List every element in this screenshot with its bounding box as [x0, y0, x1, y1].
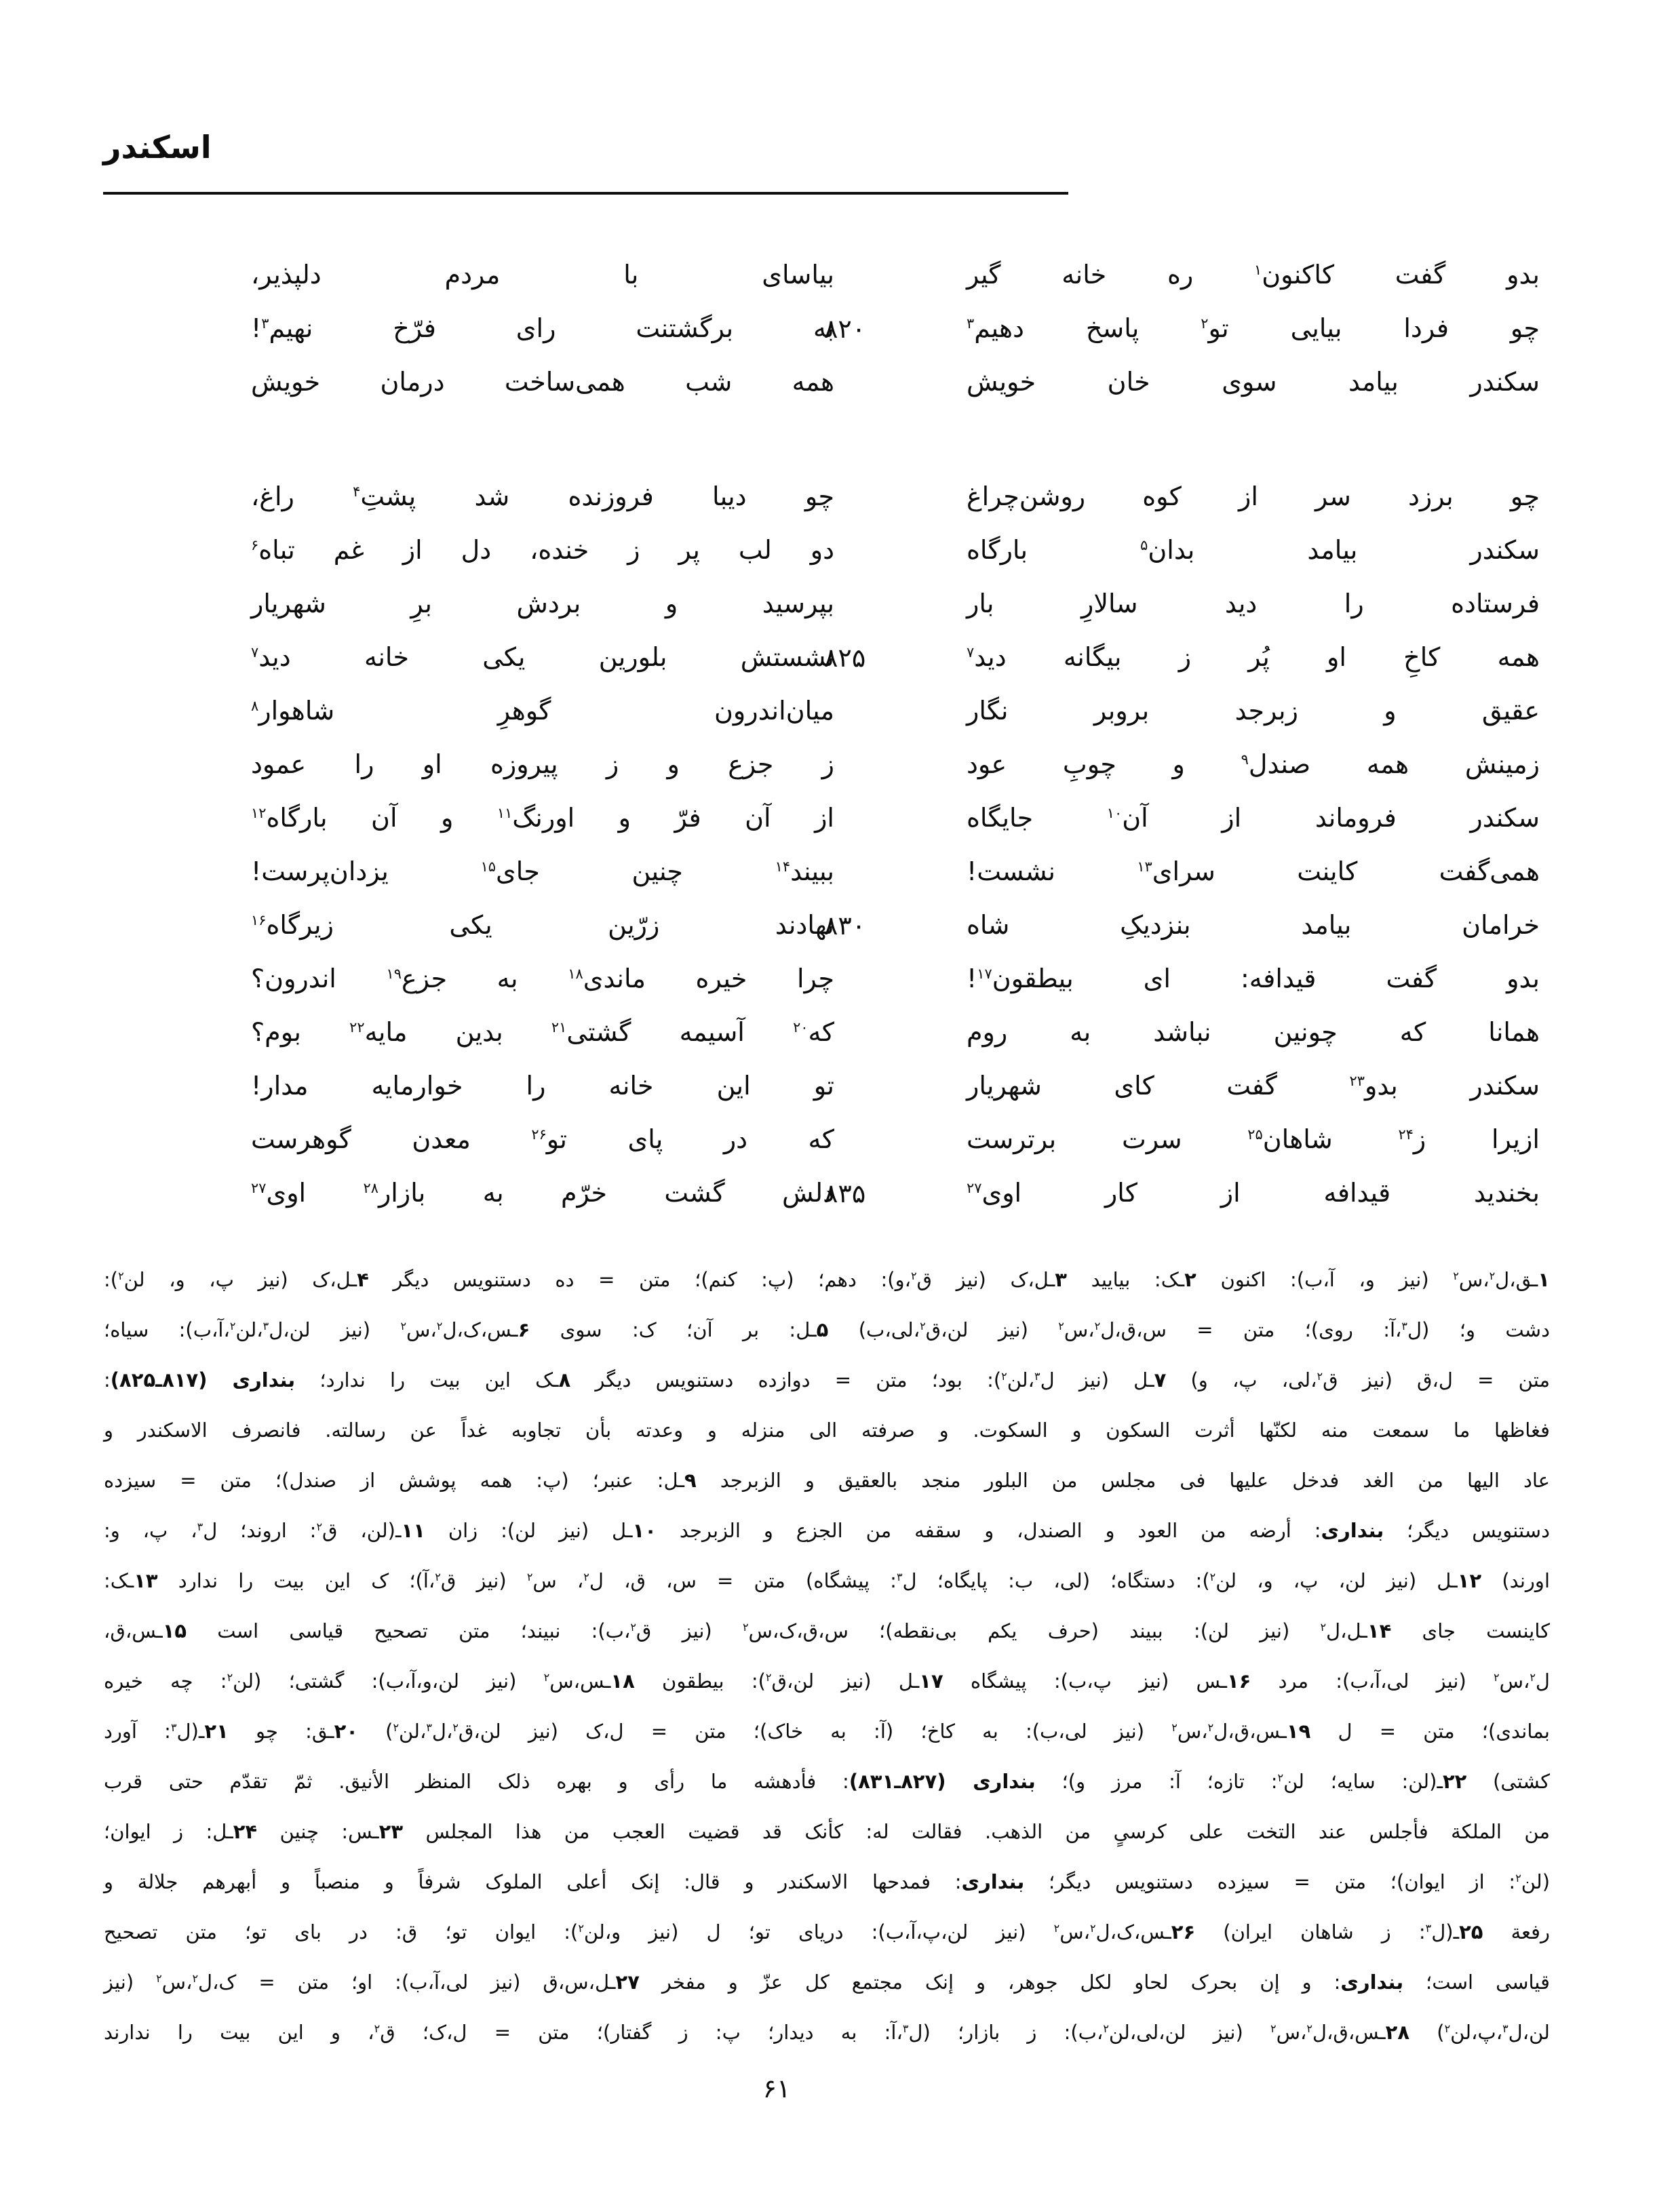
hemistich-left: تو این خانه را خوارمایه مدار! — [251, 1071, 834, 1101]
verse-row — [251, 738, 1540, 791]
footnote-line: قیاسی است؛ بنداری: و إن بحرک لحاو لکل جوهر، و إنک مجتمع کل عزّ و مفخر ۲۷ـل،س،ق (نیز لی،آ،ب): او؛ متن = ک،ل$^۲$،س$^۲$ (نیز — [104, 1971, 1550, 1994]
verse-row — [251, 791, 1540, 845]
hemistich-right: خرامان بیامد بنزدیکِ شاه — [967, 910, 1540, 940]
hemistich-right: همی‌گفت کاینت سرای$^{۱۳}$ نشست! — [967, 856, 1540, 886]
hemistich-left: دلش گشت خرّم به بازار$^{۲۸}$ اوی$^{۲۷}$ — [251, 1178, 835, 1208]
hemistich-right: همه کاخِ او پُر ز بیگانه دید$^۷$ — [967, 642, 1540, 672]
footnote-line: کاینست جای ۱۴ـل،ل$^۲$ (نیز لن): ببیند (حرف یکم بی‌نقطه)؛ س،ق،ک،س$^۲$ (نیز ق$^۲$،ب): نبیند؛ متن تصحیح قیاسی است ۱۵ـس،ق، — [104, 1619, 1550, 1642]
verse-number: ۸۳۵ — [824, 1178, 866, 1208]
verse-number-gutter — [824, 898, 967, 952]
verse-row — [251, 1166, 1540, 1220]
hemistich-right: بدو گفت قیدافه: ای بیطقون$^{۱۷}$! — [967, 964, 1540, 993]
hemistich-left: بیاسای با مردم دلپذیر، — [251, 260, 834, 290]
hemistich-left: ز جزع و ز پیروزه او را عمود — [251, 749, 834, 779]
hemistich-left: چو دیبا فروزنده شد پشتِ$^۴$ راغ، — [251, 481, 834, 511]
verse-row — [251, 1006, 1540, 1059]
verse-row — [251, 845, 1540, 898]
hemistich-left: که در پای تو$^{۲۶}$ معدن گوهرست — [251, 1124, 835, 1154]
hemistich-right: سکندر بدو$^{۲۳}$ گفت کای شهریار — [967, 1071, 1540, 1101]
verse-number-gutter — [834, 1006, 967, 1059]
verse-row — [251, 952, 1540, 1006]
hemistich-right: سکندر بیامد بدان$^۵$ بارگاه — [967, 535, 1540, 565]
hemistich-right: بخندید قیدافه از کار اوی$^{۲۷}$ — [967, 1178, 1540, 1208]
verse-row — [251, 248, 1540, 302]
verse-row — [251, 470, 1540, 524]
hemistich-left: بپرسید و بردش برِ شهریار — [251, 589, 834, 618]
hemistich-right: فرستاده را دید سالارِ بار — [967, 589, 1540, 618]
footnote-line: دشت و؛ (ل$^۳$،آ: روی)؛ متن = س،ق،ل$^۲$،س$^۲$ (نیز لن،ق$^۲$،لی،ب) ۵ـل: بر آن؛ ک: سوی ۶ـس،ک،ل$^۲$،س$^۲$ (نیز لن،ل$^۳$،لن$^۲$،آ،ب): سیاه؛ — [104, 1318, 1551, 1341]
verse-row — [251, 1059, 1540, 1113]
hemistich-left: نهادند زرّین یکی زیرگاه$^{۱۶}$ — [251, 910, 834, 940]
hemistich-right: چو فردا بیایی تو$^۲$ پاسخ دهیم$^۳$ — [967, 313, 1540, 343]
hemistich-right: عقیق و زبرجد بروبر نگار — [967, 696, 1540, 726]
verse-number: ۸۳۰ — [824, 910, 866, 941]
hemistich-right: سکندر بیامد سوی خان خویش — [967, 367, 1540, 397]
footnote-line: اورند) ۱۲ـل (نیز لن، پ، و، لن$^۲$): دستگاه؛ (لی، ب: پایگاه؛ ل$^۳$: پیشگاه) متن = س، ق، ل$^۲$، س$^۲$ (نیز ق$^۲$،آ)؛ ک این بیت را ندارد ۱۳ـک: — [104, 1569, 1550, 1592]
footnote-line: کشتی) ۲۲ـ(لن: سایه؛ لن$^۲$: تازه؛ آ: مرز و)؛ بنداری (۸۲۷ـ۸۳۱): فأدهشه ما رأی و بهره ذلک المنظر الأنیق. ثمّ تقدّم حتی قرب — [104, 1770, 1551, 1793]
hemistich-left: همه شب همی‌ساخت درمان خویش — [251, 367, 834, 397]
hemistich-right: زمینش همه صندل$^۹$ و چوبِ عود — [967, 749, 1540, 779]
footnote-line: (لن$^۲$: از ایوان)؛ متن = سیزده دستنویس دیگر؛ بنداری: فمدحها الاسکندر و قال: إنک أعلی الملوک شرفاً و منصباً و أبهرهم جلالة و — [104, 1870, 1551, 1893]
footnote-line: عاد الیها من الغد فدخل علیها فی مجلس من البلور منجد بالعقیق و الزبرجد ۹ـل: عنبر؛ (پ: همه پوشش از صندل)؛ متن = سیزده — [104, 1469, 1550, 1492]
verse-row — [251, 302, 1540, 355]
verse-number-gutter — [834, 355, 967, 409]
hemistich-left: که$^{۲۰}$ آسیمه گشتی$^{۲۱}$ بدین مایه$^{۲۲}$ بوم؟ — [251, 1017, 834, 1047]
verse-number-gutter — [824, 302, 967, 355]
hemistich-left: میان‌اندرون گوهرِ شاهوار$^۸$ — [251, 696, 834, 726]
verse-number-gutter — [824, 1166, 967, 1220]
verse-row — [251, 631, 1540, 684]
hemistich-left: دو لب پر ز خنده، دل از غم تباه$^۶$ — [251, 535, 834, 565]
verse-number-gutter — [834, 845, 967, 898]
page-title: اسكندر — [103, 129, 212, 165]
verse-number-gutter — [824, 631, 967, 684]
poem-block — [251, 248, 1540, 1220]
verse-row — [251, 684, 1540, 738]
verse-number-gutter — [834, 738, 967, 791]
hemistich-left: به برگشتنت رای فرّخ نهیم$^۳$! — [251, 313, 834, 343]
hemistich-left: نشستش بلورین یکی خانه دید$^۷$ — [251, 642, 834, 672]
hemistich-left: از آن فرّ و اورنگ$^{۱۱}$ و آن بارگاه$^{۱۲}$ — [251, 803, 834, 833]
verse-row — [251, 355, 1540, 409]
hemistich-left: چرا خیره ماندی$^{۱۸}$ به جزع$^{۱۹}$ اندرون؟ — [251, 964, 834, 993]
header-rule — [103, 192, 1068, 195]
hemistich-right: چو برزد سر از کوه روشن‌چراغ — [967, 481, 1540, 511]
verse-row — [251, 577, 1540, 631]
hemistich-right: همانا که چونین نباشد به روم — [967, 1017, 1540, 1047]
verse-number-gutter — [834, 1059, 967, 1113]
hemistich-right: بدو گفت کاکنون$^۱$ ره خانه گیر — [967, 260, 1540, 290]
footnote-line: لن،ل$^۳$،پ،لن$^۲$) ۲۸ـس،ق،ل$^۲$،س$^۲$ (نیز لن،لی،لن$^۲$،ب): ز بازار؛ (ل$^۳$،آ: به دیدار؛ پ: ز گفتار)؛ متن = ل،ک؛ ق$^۲$، و این بیت را ندارند — [104, 2021, 1550, 2044]
footnote-line: بماندی)؛ متن = ل ۱۹ـس،ق،ل$^۲$،س$^۲$ (نیز لی،ب): به کاخ؛ (آ: به خاک)؛ متن = ل،ک (نیز لن،ق$^۲$،ل$^۳$،لن$^۲$) ۲۰ـق: چو ۲۱ـ(ل$^۳$: آورد — [104, 1720, 1551, 1743]
verse-number: ۸۲۵ — [824, 642, 866, 673]
page-number: ۶۱ — [762, 2074, 791, 2104]
footnote-line: ۱ـق،ل$^۲$،س$^۲$ (نیز و، آ،ب): اکنون ۲ـک: بیایید ۳ـل،ک (نیز ق$^۲$،و): دهم؛ (پ: کنم)؛ متن = ده دستنویس دیگر ۴ـل،ک (نیز پ، و، لن$^۲$): — [104, 1268, 1550, 1291]
verse-number-gutter — [834, 248, 967, 302]
footnotes-block — [104, 1255, 1550, 2057]
verse-row — [251, 898, 1540, 952]
hemistich-right: ازیرا ز$^{۲۴}$ شاهان$^{۲۵}$ سرت برترست — [967, 1124, 1540, 1154]
footnote-line: ل$^۲$،س$^۲$ (نیز لی،آ،ب): مرد ۱۶ـس (نیز پ،ب): پیشگاه ۱۷ـل (نیز لن،ق$^۲$): بیطقون ۱۸ـس،س$^۲$ (نیز لن،و،آ،ب): گشتی؛ (لن$^۲$: چه خیره — [104, 1670, 1550, 1693]
verse-number-gutter — [834, 470, 967, 524]
verse-row — [251, 524, 1540, 577]
verse-number-gutter — [834, 952, 967, 1006]
verse-number-gutter — [834, 1113, 967, 1166]
verse-number-gutter — [834, 524, 967, 577]
verse-number-gutter — [834, 791, 967, 845]
verse-number-gutter — [834, 577, 967, 631]
footnote-line: من الملکة فأجلس عند التخت علی کرسیٍ من الذهب. فقالت له: کأنک قد قضیت العجب من هذا المجلس ۲۳ـس: چنین ۲۴ـل: ز ایوان؛ — [104, 1820, 1550, 1843]
hemistich-right: سکندر فروماند از آن$^{۱۰}$ جایگاه — [967, 803, 1540, 833]
hemistich-left: ببیند$^{۱۴}$ چنین جای$^{۱۵}$ یزدان‌پرست! — [251, 856, 835, 886]
footnote-line: رفعة ۲۵ـ(ل$^۳$: ز شاهان ایران) ۲۶ـس،ک،ل$^۲$،س$^۲$ (نیز لن،پ،آ،ب): دریای تو؛ ل (نیز و،لن$^۲$): ایوان تو؛ ق: در بای تو؛ متن تصحیح — [104, 1920, 1551, 1943]
footnote-line: دستنویس دیگر؛ بنداری: أرضه من العود و الصندل، و سقفه من الجزع و الزبرجد ۱۰ـل (نیز لن): زان ۱۱ـ(لن، ق$^۲$: اروند؛ ل$^۳$، پ، و: — [104, 1519, 1550, 1542]
footnote-line: فغاظها ما سمعت منه لکنّها أثرت السکون و السکوت. و صرفته الی منزله و وعدته بأن تجاوبه غداً عن رسالته. فانصرف الاسکندر و — [104, 1419, 1550, 1442]
footnote-line: متن = ل،ق (نیز ق$^۲$،لی، پ، و) ۷ـل (نیز ل$^۳$،لن$^۲$): بود؛ متن = دوازده دستنویس دیگر ۸ـک این بیت را ندارد؛ بنداری (۸۱۷ـ۸۲۵): — [104, 1368, 1550, 1391]
verse-number-gutter — [834, 684, 967, 738]
verse-number: ۸۲۰ — [824, 313, 866, 344]
verse-row — [251, 1113, 1540, 1166]
